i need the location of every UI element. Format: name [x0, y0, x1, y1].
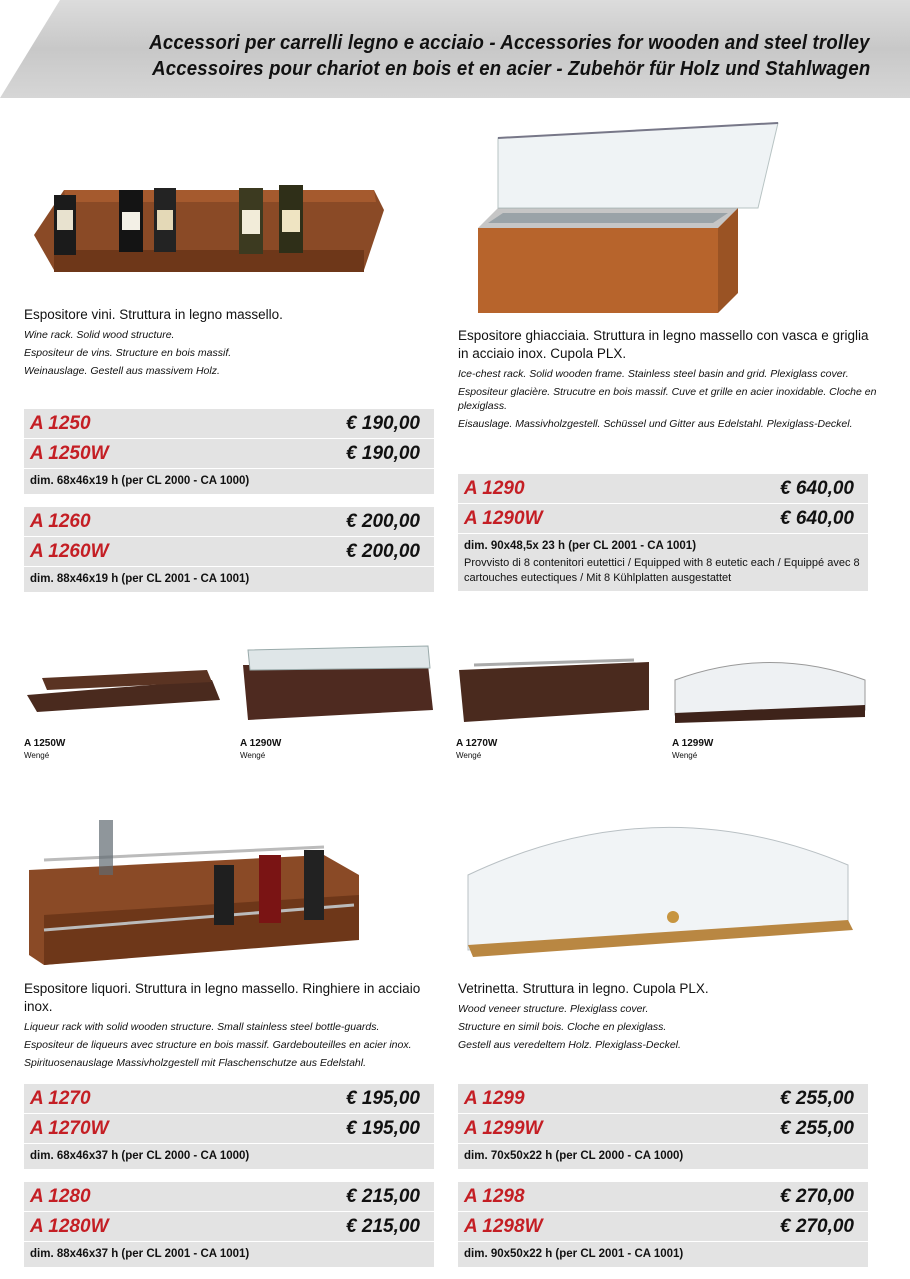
thumb-code: A 1250W	[24, 738, 66, 749]
product-code: A 1290W	[464, 508, 543, 529]
product-code: A 1280	[30, 1186, 91, 1207]
wine-title: Espositore vini. Struttura in legno massello.	[24, 307, 283, 322]
vitrine-photo	[458, 815, 858, 965]
product-code: A 1299	[464, 1088, 525, 1109]
thumb-code: A 1299W	[672, 738, 714, 749]
wine-en: Wine rack. Solid wood structure.	[24, 329, 175, 341]
price-row	[24, 409, 434, 439]
product-price: € 640,00	[780, 478, 854, 499]
vitrine-description	[458, 980, 878, 1052]
vitrine-de: Gestell aus veredeltem Holz. Plexiglass-Deckel.	[458, 1039, 681, 1051]
liquor-description	[24, 980, 444, 1070]
product-price: € 215,00	[346, 1186, 420, 1207]
product-price: € 200,00	[346, 511, 420, 532]
product-code: A 1270	[30, 1088, 91, 1109]
price-row	[24, 1182, 434, 1212]
liquor-en: Liqueur rack with solid wooden structure. Small stainless steel bottle-guards.	[24, 1021, 380, 1033]
product-price: € 270,00	[780, 1186, 854, 1207]
product-code: A 1260W	[30, 541, 109, 562]
vitrine-title: Vetrinetta. Struttura in legno. Cupola PLX.	[458, 981, 709, 996]
price-row	[24, 439, 434, 469]
thumb-finish: Wengé	[24, 751, 50, 760]
liquor-price-group-1	[24, 1084, 434, 1169]
product-code: A 1270W	[30, 1118, 109, 1139]
thumb-caption-4	[672, 738, 713, 762]
product-code: A 1280W	[30, 1216, 109, 1237]
product-code: A 1299W	[464, 1118, 543, 1139]
thumb-wine-rack-wenge	[22, 660, 222, 720]
dimensions: dim. 88x46x19 h (per CL 2001 - CA 1001)	[24, 567, 434, 592]
liquor-price-group-2	[24, 1182, 434, 1267]
product-code: A 1298	[464, 1186, 525, 1207]
header-corner	[0, 0, 60, 98]
dimensions: dim. 68x46x37 h (per CL 2000 - CA 1000)	[24, 1144, 434, 1169]
wine-price-group-1	[24, 409, 434, 494]
wine-fr: Espositeur de vins. Structure en bois massif.	[24, 347, 232, 359]
thumb-ice-chest-wenge	[238, 640, 438, 730]
dimensions: dim. 70x50x22 h (per CL 2000 - CA 1000)	[458, 1144, 868, 1169]
dimensions-extra: Provvisto di 8 contenitori eutettici / Equipped with 8 eutetic each / Equippé avec 8 cartouches eutectiques / Mit 8 Kühlplatten ausgestattet	[458, 556, 868, 591]
product-code: A 1290	[464, 478, 525, 499]
vitrine-price-group-2	[458, 1182, 868, 1267]
dimensions: dim. 90x48,5x 23 h (per CL 2001 - CA 1001)	[458, 534, 868, 556]
product-price: € 190,00	[346, 413, 420, 434]
thumb-caption-1	[24, 738, 65, 762]
product-price: € 190,00	[346, 443, 420, 464]
ice-price-group	[458, 474, 868, 591]
product-price: € 255,00	[780, 1088, 854, 1109]
price-row	[458, 1114, 868, 1144]
header-title-line-2: Accessoires pour chariot en bois et en acier - Zubehör für Holz und Stahlwagen	[151, 58, 870, 80]
product-price: € 640,00	[780, 508, 854, 529]
price-row	[458, 1084, 868, 1114]
thumb-code: A 1270W	[456, 738, 498, 749]
price-row	[24, 1114, 434, 1144]
thumb-finish: Wengé	[240, 751, 266, 760]
dimensions: dim. 90x50x22 h (per CL 2001 - CA 1001)	[458, 1242, 868, 1267]
liquor-rack-photo	[24, 815, 364, 975]
product-code: A 1298W	[464, 1216, 543, 1237]
thumb-vitrine-wenge	[670, 655, 870, 725]
liquor-de: Spirituosenauslage Massivholzgestell mit Flaschenschutze aus Edelstahl.	[24, 1057, 367, 1069]
price-row	[24, 537, 434, 567]
thumb-liquor-rack-wenge	[454, 650, 654, 725]
product-price: € 215,00	[346, 1216, 420, 1237]
price-row	[458, 474, 868, 504]
ice-de: Eisauslage. Massivholzgestell. Schüssel und Gitter aus Edelstahl. Plexiglass-Deckel.	[458, 418, 853, 430]
product-price: € 195,00	[346, 1088, 420, 1109]
dimensions: dim. 88x46x37 h (per CL 2001 - CA 1001)	[24, 1242, 434, 1267]
ice-chest-photo	[458, 118, 798, 318]
price-row	[24, 1084, 434, 1114]
thumb-caption-3	[456, 738, 497, 762]
price-row	[24, 1212, 434, 1242]
vitrine-price-group-1	[458, 1084, 868, 1169]
wine-description	[24, 306, 424, 378]
product-price: € 195,00	[346, 1118, 420, 1139]
product-code: A 1250W	[30, 443, 109, 464]
page-header	[0, 0, 910, 98]
price-row	[458, 1182, 868, 1212]
ice-en: Ice-chest rack. Solid wooden frame. Stainless steel basin and grid. Plexiglass cover.	[458, 368, 849, 380]
vitrine-fr: Structure en simil bois. Cloche en plexiglass.	[458, 1021, 667, 1033]
ice-fr: Espositeur glacière. Strucutre en bois massif. Cuve et grille en acier inoxidable. Cloche en plexiglass.	[458, 386, 877, 412]
wine-de: Weinauslage. Gestell aus massivem Holz.	[24, 365, 220, 377]
price-row	[458, 1212, 868, 1242]
liquor-title: Espositore liquori. Struttura in legno massello. Ringhiere in acciaio inox.	[24, 981, 421, 1014]
header-title-line-1: Accessori per carrelli legno e acciaio - Accessories for wooden and steel trolley	[149, 32, 870, 54]
thumb-caption-2	[240, 738, 281, 762]
product-code: A 1260	[30, 511, 91, 532]
thumb-finish: Wengé	[672, 751, 698, 760]
price-row	[24, 507, 434, 537]
wine-rack-photo	[24, 160, 396, 290]
dimensions: dim. 68x46x19 h (per CL 2000 - CA 1000)	[24, 469, 434, 494]
liquor-fr: Espositeur de liqueurs avec structure en bois massif. Gardebouteilles en acier inox.	[24, 1039, 412, 1051]
thumb-finish: Wengé	[456, 751, 482, 760]
product-price: € 270,00	[780, 1216, 854, 1237]
thumb-code: A 1290W	[240, 738, 282, 749]
product-price: € 255,00	[780, 1118, 854, 1139]
wine-price-group-2	[24, 507, 434, 592]
ice-description	[458, 327, 878, 431]
vitrine-en: Wood veneer structure. Plexiglass cover.	[458, 1003, 649, 1015]
ice-title: Espositore ghiacciaia. Struttura in legno massello con vasca e griglia in acciaio inox. Cupola PLX.	[458, 328, 869, 361]
product-code: A 1250	[30, 413, 91, 434]
product-price: € 200,00	[346, 541, 420, 562]
price-row	[458, 504, 868, 534]
